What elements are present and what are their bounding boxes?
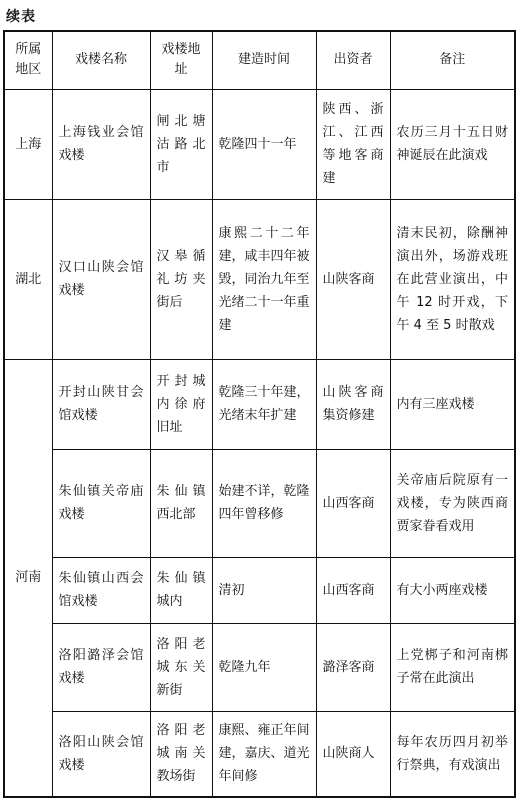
note-cell: 关帝庙后院原有一戏楼，专为陕西商贾家眷看戏用 — [390, 449, 515, 557]
note-cell: 清末民初，除酬神演出外，场游戏班在此营业演出，中午 12 时开戏，下午 4 至 5 时散戏 — [390, 199, 515, 359]
table-row — [4, 557, 515, 623]
header-theater-name: 戏楼名称 — [52, 31, 150, 89]
table-row — [4, 711, 515, 797]
note-cell: 有大小两座戏楼 — [390, 557, 515, 623]
theater-address-cell: 开封城内徐府旧址 — [150, 359, 212, 449]
header-funder: 出资者 — [316, 31, 390, 89]
header-construction-time: 建造时间 — [212, 31, 316, 89]
theater-name-cell: 朱仙镇关帝庙戏楼 — [52, 449, 150, 557]
continued-table-label: 续表 — [6, 9, 36, 25]
note-cell: 农历三月十五日财神诞辰在此演戏 — [390, 89, 515, 199]
funder-cell: 陕西、浙江、江西等地客商建 — [316, 89, 390, 199]
construction-time-cell: 康熙、雍正年间建，嘉庆、道光年间修 — [212, 711, 316, 797]
note-cell: 上党梆子和河南梆子常在此演出 — [390, 623, 515, 711]
construction-time-cell: 乾隆九年 — [212, 623, 316, 711]
theater-name-cell: 开封山陕甘会馆戏楼 — [52, 359, 150, 449]
header-region: 所属地区 — [4, 31, 52, 89]
funder-cell: 山陕商人 — [316, 711, 390, 797]
construction-time-cell: 始建不详，乾隆四年曾移修 — [212, 449, 316, 557]
theater-name-cell: 洛阳潞泽会馆戏楼 — [52, 623, 150, 711]
theater-address-cell: 朱仙镇西北部 — [150, 449, 212, 557]
funder-cell: 山西客商 — [316, 449, 390, 557]
header-theater-address: 戏楼地址 — [150, 31, 212, 89]
theater-address-cell: 洛阳老城东关新街 — [150, 623, 212, 711]
funder-cell: 山陕客商集资修建 — [316, 359, 390, 449]
funder-cell: 潞泽客商 — [316, 623, 390, 711]
funder-cell: 山西客商 — [316, 557, 390, 623]
theater-buildings-table — [3, 30, 516, 798]
theater-address-cell: 洛阳老城南关教场街 — [150, 711, 212, 797]
region-cell: 上海 — [4, 89, 52, 199]
funder-cell: 山陕客商 — [316, 199, 390, 359]
region-cell: 河南 — [4, 359, 52, 797]
theater-name-cell: 洛阳山陕会馆戏楼 — [52, 711, 150, 797]
region-cell: 湖北 — [4, 199, 52, 359]
note-cell: 每年农历四月初举行祭典，有戏演出 — [390, 711, 515, 797]
construction-time-cell: 乾隆三十年建，光绪末年扩建 — [212, 359, 316, 449]
theater-address-cell: 汉皋循礼坊夹街后 — [150, 199, 212, 359]
table-row — [4, 199, 515, 359]
construction-time-cell: 乾隆四十一年 — [212, 89, 316, 199]
header-note: 备注 — [390, 31, 515, 89]
construction-time-cell: 清初 — [212, 557, 316, 623]
theater-address-cell: 朱仙镇城内 — [150, 557, 212, 623]
theater-name-cell: 汉口山陕会馆戏楼 — [52, 199, 150, 359]
note-cell: 内有三座戏楼 — [390, 359, 515, 449]
table-header-row — [4, 31, 515, 89]
table-row — [4, 359, 515, 449]
theater-address-cell: 闸北塘沽路北市 — [150, 89, 212, 199]
table-row — [4, 449, 515, 557]
table-row — [4, 89, 515, 199]
table-row — [4, 623, 515, 711]
theater-name-cell: 上海钱业会馆戏楼 — [52, 89, 150, 199]
theater-name-cell: 朱仙镇山西会馆戏楼 — [52, 557, 150, 623]
construction-time-cell: 康熙二十二年建，咸丰四年被毁，同治九年至光绪二十一年重建 — [212, 199, 316, 359]
